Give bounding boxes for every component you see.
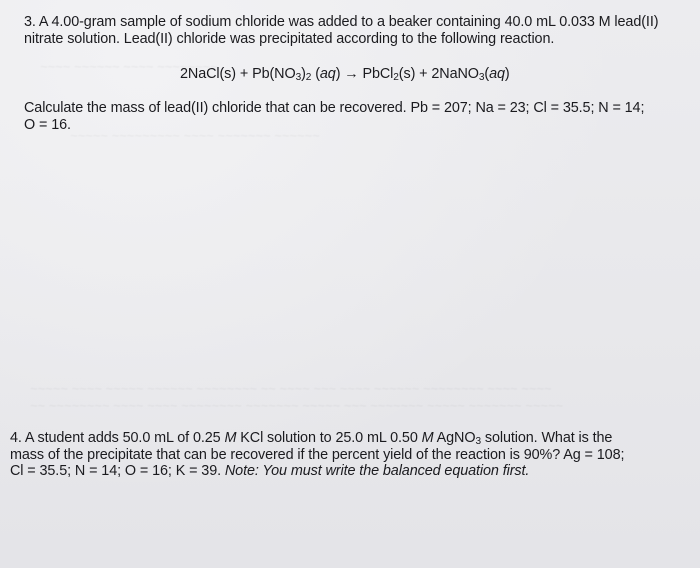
question-4-line-3: Cl = 35.5; N = 14; O = 16; K = 39. Note: You must write the balanced equation first. — [10, 463, 530, 479]
question-3-line-1: 3. A 4.00-gram sample of sodium chloride was added to a beaker containing 40.0 mL 0.033 M lead(II) — [24, 14, 659, 30]
show-through-text: ~~ ~~~~~~~~ ~~~~ ~~~~ ~~~~~~~~ ~~~~~~~ ~~~~~ ~~~ ~~~~~~~ ~~~~~ ~~~~~~~ ~~~~~ — [30, 398, 564, 413]
question-4-line-1: 4. A student adds 50.0 mL of 0.25 M KCl solution to 25.0 mL 0.50 M AgNO$_3$ solution. What is the — [10, 430, 613, 447]
show-through-text: ~~~~ ~~~~~~ ~~~~ ~~~~~~~~ — [40, 59, 218, 74]
question-3-calc-line-2: O = 16. — [24, 117, 71, 133]
question-3-calc-line-1: Calculate the mass of lead(II) chloride that can be recovered. Pb = 207; Na = 23; Cl = 35.5; N = 14; — [24, 100, 645, 116]
reaction-equation: 2NaCl(s) + $Pb(NO_3)_2$ (aq) → PbCl$_2$(s) + 2NaNO$_3$(aq) — [180, 66, 510, 83]
question-3-line-2: nitrate solution. Lead(II) chloride was precipitated according to the following reaction. — [24, 31, 555, 47]
show-through-text: ~~~~~ ~~~~ ~~~~~ ~~~~~~ ~~~~~~~~ ~~ ~~~~ ~~~ ~~~~ ~~~~~~ ~~~~~~~~ ~~~~ ~~~~ — [30, 381, 552, 396]
question-4-line-2: mass of the precipitate that can be recovered if the percent yield of the reaction is 90%? Ag = 108; — [10, 447, 625, 463]
show-through-text: ~~~~~ ~~~~~~~~~ ~~~~ ~~~~~~~ ~~~~~~ — [70, 128, 320, 143]
